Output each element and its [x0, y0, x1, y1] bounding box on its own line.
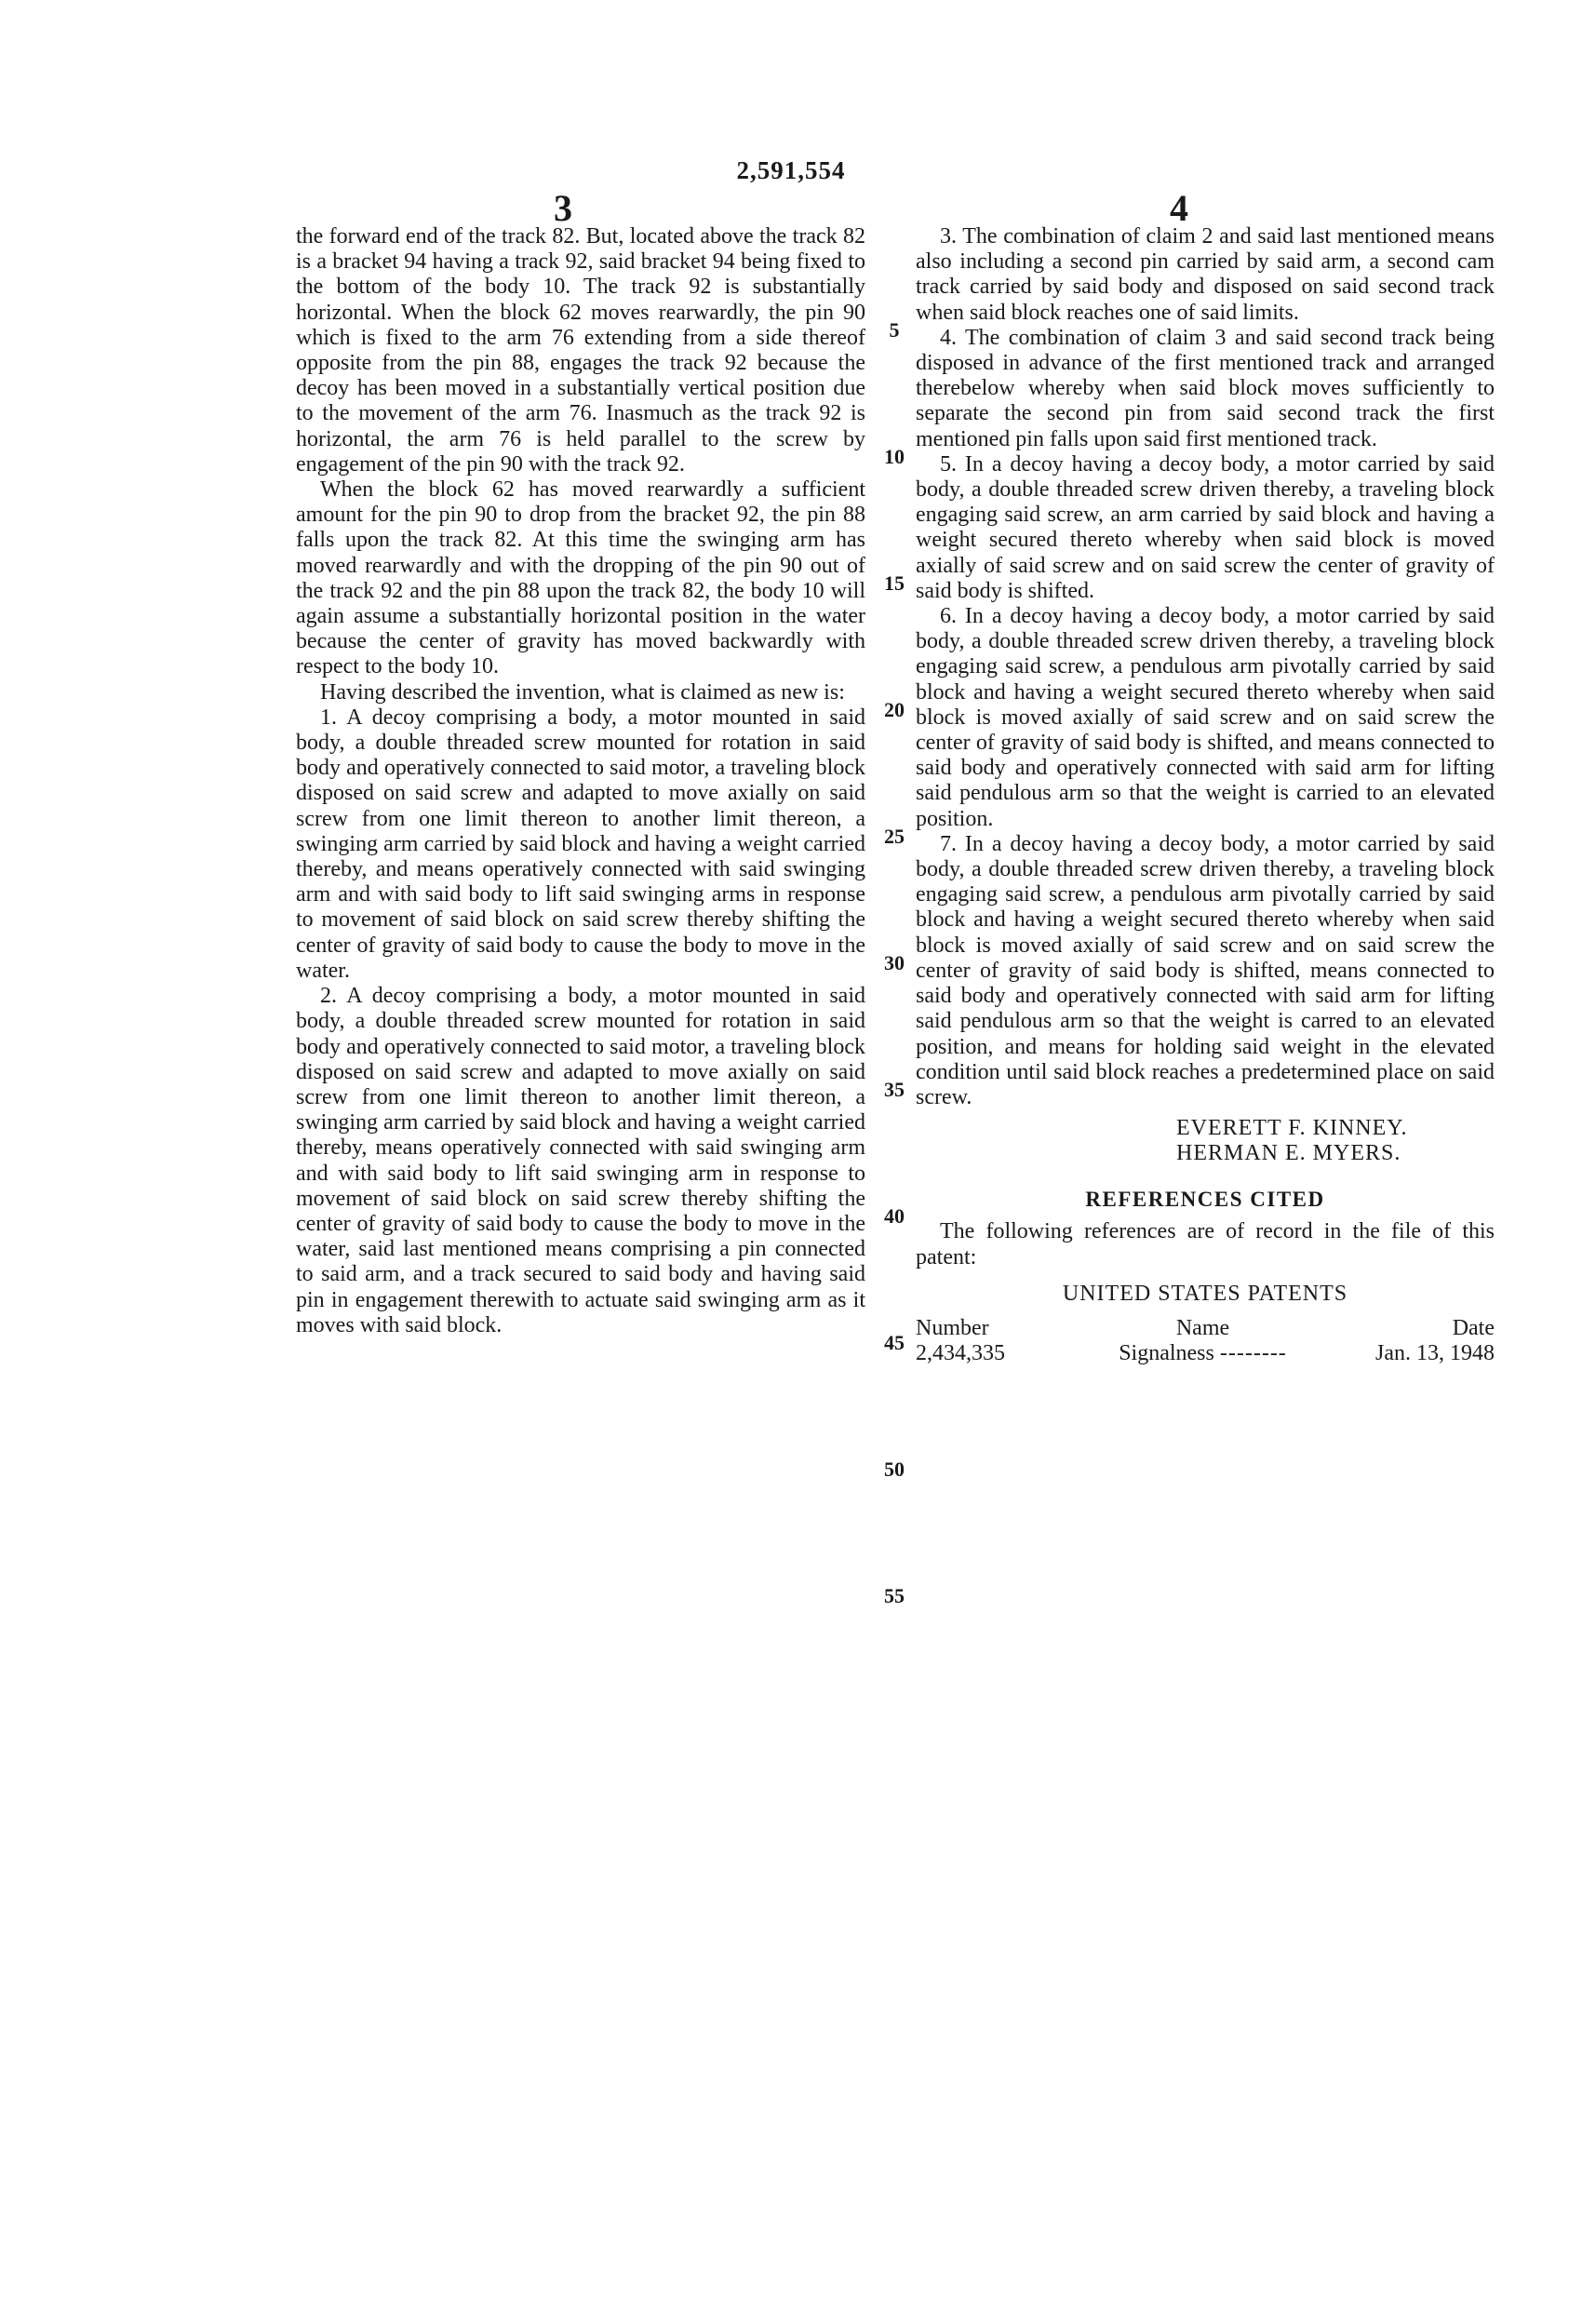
claim-4: 4. The combination of claim 3 and said second track being disposed in advance of the first mentioned track and arranged therebelow whereby when said block moves sufficiently to separate the second pin from said second track the first mentioned pin falls upon said first mentioned track.: [916, 325, 1495, 451]
table-row: [916, 1341, 1495, 1366]
column-header-name: Name: [1175, 1315, 1230, 1340]
line-number: 50: [884, 1458, 905, 1481]
left-page-number: 3: [554, 187, 572, 229]
line-number: 40: [884, 1204, 905, 1228]
reference-name: Signalness: [1119, 1341, 1214, 1366]
line-number: 25: [884, 825, 905, 848]
line-number: 15: [884, 571, 905, 595]
claim-5: 5. In a decoy having a decoy body, a motor carried by said body, a double threaded screw driven thereby, a traveling block engaging said screw, an arm carried by said block and having a weight secured thereto whereby when said block is moved axially of said screw and on said screw the center of gravity of said body is shifted.: [916, 451, 1495, 603]
table-header-row: [916, 1316, 1495, 1341]
line-number: 45: [884, 1331, 905, 1354]
claim-6: 6. In a decoy having a decoy body, a motor carried by said body, a double threaded screw driven thereby, a traveling block engaging said screw, a pendulous arm pivotally carried by said block and having a weight secured thereto whereby when said block is moved axially of said screw and on said screw the center of gravity of said body is shifted, and means connected to said body and operatively connected with said arm for lifting said pendulous arm so that the weight is carried to an elevated position.: [916, 604, 1495, 831]
line-number: 5: [889, 318, 900, 342]
paragraph: Having described the invention, what is claimed as new is:: [320, 679, 845, 705]
patent-number: 2,591,554: [736, 156, 846, 184]
column-header-number: Number: [916, 1315, 989, 1340]
left-column: [296, 224, 865, 1338]
references-intro: The following references are of record in the file of this patent:: [916, 1219, 1495, 1269]
right-page-number: 4: [1170, 187, 1188, 229]
claim-3: 3. The combination of claim 2 and said last mentioned means also including a second pin carried by said arm, a second cam track carried by said body and disposed on said second track when said block reaches one of said limits.: [916, 224, 1495, 325]
references-heading: REFERENCES CITED: [1085, 1188, 1325, 1212]
line-number: 35: [884, 1078, 905, 1101]
line-number: 20: [884, 698, 905, 721]
references-subheading: UNITED STATES PATENTS: [1062, 1281, 1348, 1306]
inventor-name: EVERETT F. KINNEY.: [1176, 1116, 1408, 1141]
line-number: 10: [884, 445, 905, 468]
line-number: 30: [884, 951, 905, 974]
inventor-name: HERMAN E. MYERS.: [1176, 1141, 1401, 1166]
claim-7: 7. In a decoy having a decoy body, a motor carried by said body, a double threaded screw driven thereby, a traveling block engaging said screw, a pendulous arm pivotally carried by said block and having a weight secured thereto whereby when said block is moved axially of said screw and on said screw the center of gravity of said body is shifted, means connected to said body and operatively connected with said arm for lifting said pendulous arm so that the weight is carred to an elevated position, and means for holding said weight in the elevated condition until said block reaches a predetermined place on said screw.: [916, 831, 1495, 1109]
reference-number: 2,434,335: [916, 1341, 1005, 1366]
claim-1: 1. A decoy comprising a body, a motor mounted in said body, a double threaded screw mounted for rotation in said body and operatively connected to said motor, a traveling block disposed on said screw and adapted to move axially on said screw from one limit thereon to another limit thereon, a swinging arm carried by said block and having a weight carried thereby, and means operatively connected with said swinging arm and with said body to lift said swinging arms in response to movement of said block on said screw thereby shifting the center of gravity of said body to cause the body to move in the water.: [296, 705, 865, 983]
column-header-date: Date: [1452, 1315, 1495, 1340]
claim-2: 2. A decoy comprising a body, a motor mounted in said body, a double threaded screw mounted for rotation in said body and operatively connected to said motor, a traveling block disposed on said screw and adapted to move axially on said screw from one limit thereon to another limit thereon, a swinging arm carried by said block and having a weight carried thereby, means operatively connected with said swinging arm and with said body to lift said swinging arm in response to movement of said block on said screw thereby shifting the center of gravity of said body to cause the body to move in the water, said last mentioned means comprising a pin connected to said arm, and a track secured to said body and having said pin in engagement therewith to actuate said swinging arm as it moves with said block.: [296, 984, 865, 1337]
inventor-signatures: [916, 1116, 1495, 1166]
dot-leader: --------: [1219, 1341, 1287, 1366]
line-number: 55: [884, 1584, 905, 1607]
reference-name-cell: [1074, 1341, 1332, 1366]
paragraph: When the block 62 has moved rearwardly a sufficient amount for the pin 90 to drop from the bracket 92, the pin 88 falls upon the track 82. At this time the swinging arm has moved rearwardly and with the dropping of the pin 90 out of the track 92 and the pin 88 upon the track 82, the body 10 will again assume a substantially horizontal position in the water because the center of gravity has moved backwardly with respect to the body 10.: [296, 477, 865, 679]
reference-date: Jan. 13, 1948: [1375, 1341, 1495, 1366]
right-column: [916, 224, 1495, 1366]
paragraph: the forward end of the track 82. But, located above the track 82 is a bracket 94 having a track 92, said bracket 94 being fixed to the bottom of the body 10. The track 92 is substantially horizontal. When the block 62 moves rearwardly, the pin 90 which is fixed to the arm 76 extending from a side thereof opposite from the pin 88, engages the track 92 because the decoy has been moved in a substantially vertical position due to the movement of the arm 76. Inasmuch as the track 92 is horizontal, the arm 76 is held parallel to the screw by engagement of the pin 90 with the track 92.: [296, 224, 865, 477]
references-table: [916, 1316, 1495, 1366]
